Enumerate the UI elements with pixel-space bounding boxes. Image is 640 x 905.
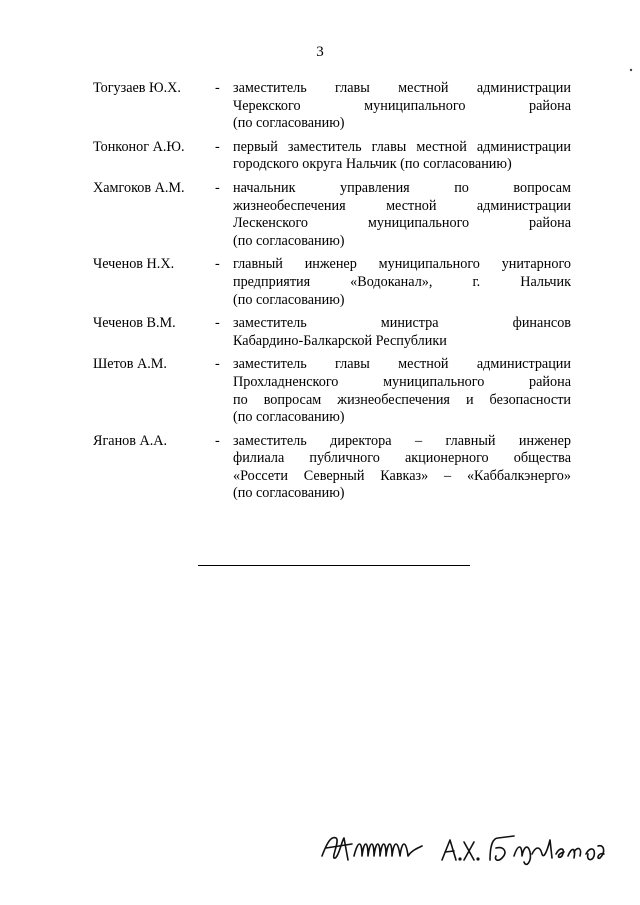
edge-dot-mark [628,60,634,66]
member-name: Чеченов Н.Х. [93,256,175,273]
list-item [93,315,571,350]
role-line: (по согласованию) [233,409,345,426]
member-role [233,180,571,250]
end-divider-line [198,565,470,566]
role-line: (по согласованию) [233,485,345,502]
dash-separator: - [215,80,220,96]
role-line: заместитель директора – главный инженер [233,432,571,449]
member-name: Хамгоков А.М. [93,179,185,196]
dash-separator: - [215,315,220,332]
dash-separator: - [215,356,220,373]
role-line: (по согласованию) [233,232,345,249]
role-line: заместитель главы местной администрации [233,356,571,373]
list-item [93,80,571,133]
list-item [93,139,571,174]
member-role [233,80,571,133]
role-line: заместитель главы местной администрации [233,80,571,96]
page-number: 3 [316,44,324,60]
list-item [93,180,571,250]
role-line: городского округа Нальчик (по согласованию) [233,156,512,173]
member-list [93,80,571,509]
role-line: главный инженер муниципального унитарного [233,256,571,273]
member-role [233,256,571,309]
member-name: Шетов А.М. [93,356,167,373]
list-item [93,433,571,503]
role-line: Прохладненского муниципального района [233,373,571,390]
role-line: Черекского муниципального района [233,97,571,114]
member-role [233,315,571,350]
role-line: Лескенского муниципального района [233,215,571,232]
role-line: жизнеобеспечения местной администрации [233,197,571,214]
member-name: Тонконог А.Ю. [93,138,185,155]
dash-separator: - [215,432,220,449]
role-line: начальник управления по вопросам [233,179,571,196]
role-line: филиала публичного акционерного общества [233,450,571,467]
signature-drawing [318,826,608,872]
role-line: (по согласованию) [233,115,345,132]
role-line: Кабардино-Балкарской Республики [233,332,447,349]
role-line: предприятия «Водоканал», г. Нальчик [233,273,571,290]
role-line: (по согласованию) [233,291,345,308]
dash-separator: - [215,138,220,155]
member-name: Чеченов В.М. [93,315,176,332]
member-role [233,139,571,174]
list-item [93,256,571,309]
role-line: «Россети Северный Кавказ» – «Каббалкэнерго» [233,467,571,484]
member-role [233,433,571,503]
role-line: первый заместитель главы местной администрации [233,138,571,155]
member-role [233,356,571,426]
handwritten-signature [318,826,608,872]
member-name: Тогузаев Ю.Х. [93,80,181,96]
list-item [93,356,571,426]
member-name: Яганов А.А. [93,432,168,449]
dash-separator: - [215,256,220,273]
role-line: заместитель министра финансов [233,315,571,332]
dash-separator: - [215,179,220,196]
role-line: по вопросам жизнеобеспечения и безопасности [233,391,571,408]
